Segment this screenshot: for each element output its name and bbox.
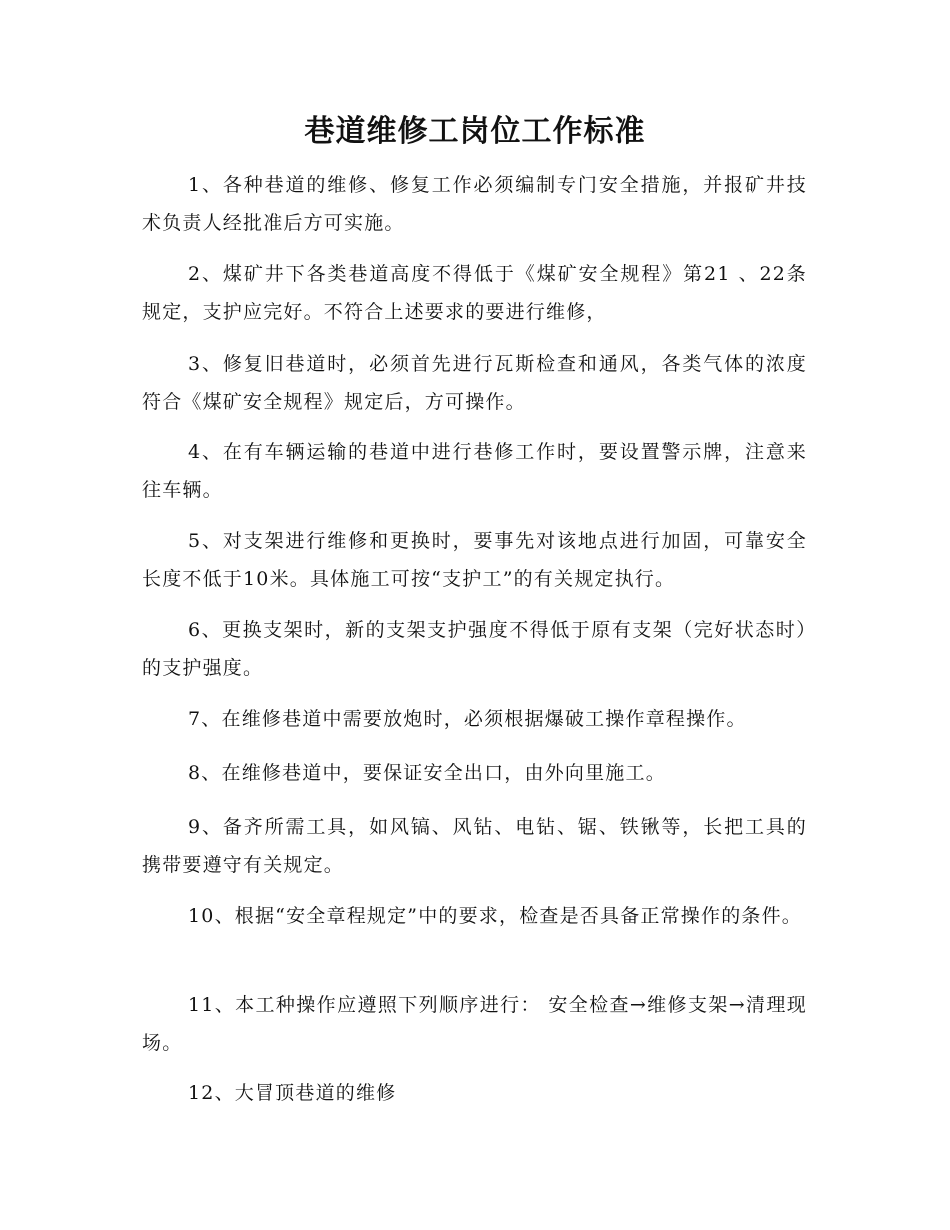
paragraph-9: 9、备齐所需工具，如风镐、风钻、电钻、锯、铁锹等，长把工具的携带要遵守有关规定。 [142, 816, 807, 876]
paragraph-1: 1、各种巷道的维修、修复工作必须编制专门安全措施，并报矿井技术负责人经批准后方可实施。 [142, 174, 807, 234]
paragraph-6: 6、更换支架时，新的支架支护强度不得低于原有支架（完好状态时）的支护强度。 [142, 619, 807, 679]
paragraph-8: 8、在维修巷道中，要保证安全出口，由外向里施工。 [188, 762, 666, 784]
paragraph-12: 12、大冒顶巷道的维修 [188, 1082, 397, 1104]
paragraph-11: 11、本工种操作应遵照下列顺序进行： 安全检查→维修支架→清理现场。 [142, 994, 807, 1054]
paragraph-10: 10、根据“安全章程规定”中的要求，检查是否具备正常操作的条件。 [188, 905, 803, 927]
paragraph-3: 3、修复旧巷道时，必须首先进行瓦斯检查和通风，各类气体的浓度符合《煤矿安全规程》规定后，方可操作。 [142, 353, 807, 413]
paragraph-2: 2、煤矿井下各类巷道高度不得低于《煤矿安全规程》第21 、22条规定，支护应完好。不符合上述要求的要进行维修， [142, 263, 807, 323]
paragraph-5: 5、对支架进行维修和更换时，要事先对该地点进行加固，可靠安全长度不低于10米。具体施工可按“支护工”的有关规定执行。 [142, 530, 807, 590]
paragraph-4: 4、在有车辆运输的巷道中进行巷修工作时，要设置警示牌，注意来往车辆。 [142, 441, 807, 501]
document-title: 巷道维修工岗位工作标准 [304, 114, 646, 149]
paragraph-7: 7、在维修巷道中需要放炮时，必须根据爆破工操作章程操作。 [188, 708, 747, 730]
